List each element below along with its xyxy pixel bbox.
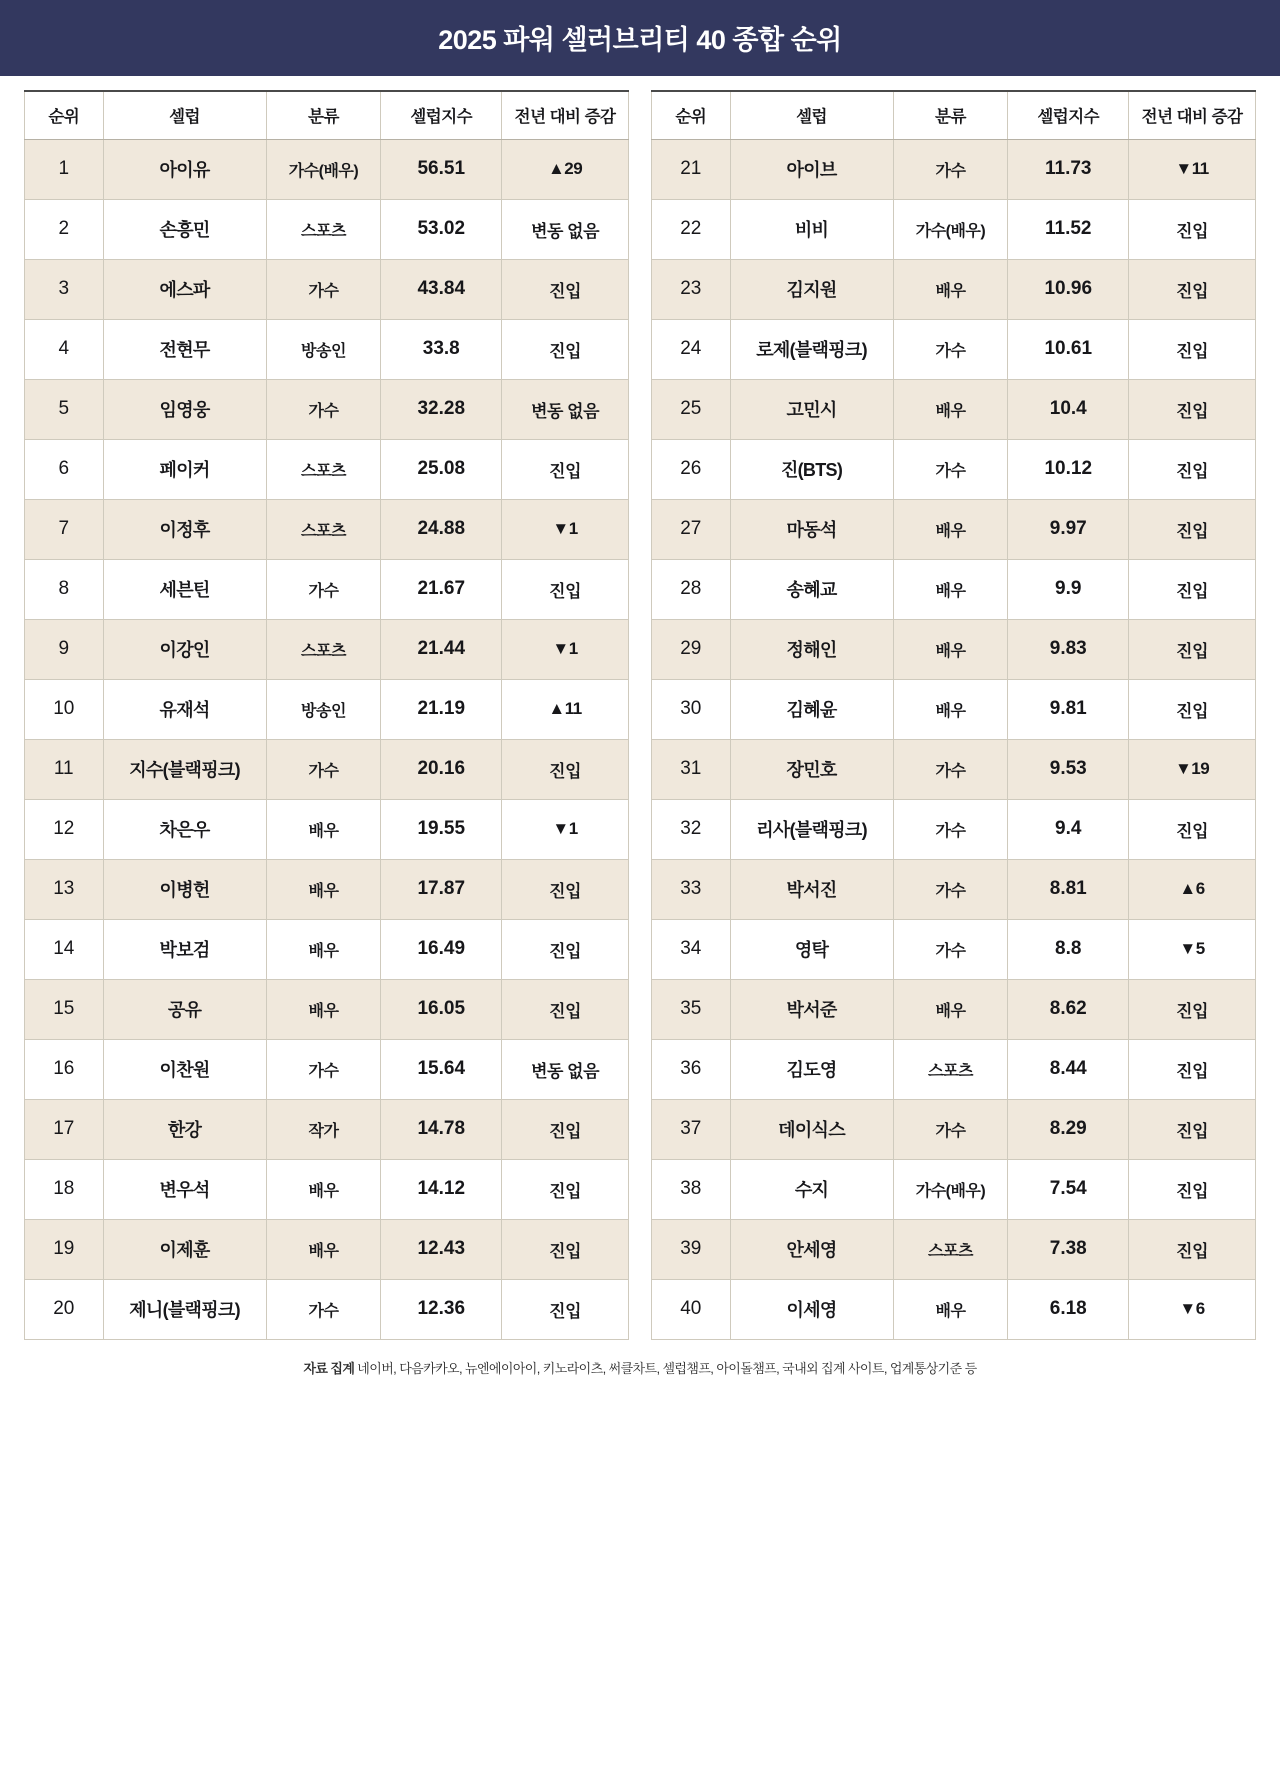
cell-delta: 진입 <box>502 319 629 379</box>
cell-rank: 23 <box>652 259 731 319</box>
cell-rank: 15 <box>25 979 104 1039</box>
cell-name: 김혜윤 <box>730 679 893 739</box>
source-footnote <box>0 1340 1280 1393</box>
cell-rank: 30 <box>652 679 731 739</box>
table-row <box>25 919 629 979</box>
cell-rank: 25 <box>652 379 731 439</box>
cell-rank: 14 <box>25 919 104 979</box>
cell-rank: 6 <box>25 439 104 499</box>
cell-category: 가수 <box>266 1279 381 1339</box>
cell-score: 9.83 <box>1008 619 1129 679</box>
cell-name: 박서준 <box>730 979 893 1039</box>
cell-delta: 진입 <box>502 739 629 799</box>
table-row <box>652 1039 1256 1099</box>
cell-delta: 진입 <box>502 559 629 619</box>
cell-delta: 진입 <box>502 919 629 979</box>
cell-name: 이세영 <box>730 1279 893 1339</box>
table-row <box>25 1159 629 1219</box>
column-header-score: 셀럽지수 <box>1008 91 1129 139</box>
cell-rank: 34 <box>652 919 731 979</box>
cell-score: 10.12 <box>1008 439 1129 499</box>
cell-delta: 진입 <box>1129 319 1256 379</box>
cell-delta: 진입 <box>1129 1219 1256 1279</box>
cell-rank: 19 <box>25 1219 104 1279</box>
column-header-category: 분류 <box>893 91 1008 139</box>
cell-category: 배우 <box>893 499 1008 559</box>
cell-rank: 35 <box>652 979 731 1039</box>
cell-category: 가수 <box>266 739 381 799</box>
cell-rank: 27 <box>652 499 731 559</box>
cell-category: 배우 <box>266 799 381 859</box>
cell-score: 10.61 <box>1008 319 1129 379</box>
cell-delta: 진입 <box>1129 379 1256 439</box>
cell-category: 가수 <box>893 739 1008 799</box>
cell-name: 아이유 <box>103 139 266 199</box>
cell-name: 전현무 <box>103 319 266 379</box>
column-header-delta: 전년 대비 증감 <box>502 91 629 139</box>
cell-name: 아이브 <box>730 139 893 199</box>
cell-name: 이정후 <box>103 499 266 559</box>
cell-delta: 진입 <box>1129 799 1256 859</box>
table-row <box>652 559 1256 619</box>
table-row <box>25 319 629 379</box>
cell-category: 가수(배우) <box>266 139 381 199</box>
table-row <box>25 199 629 259</box>
table-row <box>652 379 1256 439</box>
cell-delta: 진입 <box>502 1219 629 1279</box>
column-header-score: 셀럽지수 <box>381 91 502 139</box>
cell-category: 스포츠 <box>266 439 381 499</box>
cell-category: 가수 <box>893 139 1008 199</box>
cell-delta: 진입 <box>502 259 629 319</box>
table-row <box>25 1219 629 1279</box>
table-row <box>652 199 1256 259</box>
cell-delta: 진입 <box>1129 1039 1256 1099</box>
table-row <box>25 619 629 679</box>
cell-category: 가수 <box>266 559 381 619</box>
cell-score: 21.44 <box>381 619 502 679</box>
cell-delta: 진입 <box>502 1099 629 1159</box>
cell-delta: ▼1 <box>502 619 629 679</box>
cell-name: 김도영 <box>730 1039 893 1099</box>
cell-category: 배우 <box>266 1159 381 1219</box>
cell-category: 스포츠 <box>266 619 381 679</box>
cell-name: 페이커 <box>103 439 266 499</box>
cell-name: 마동석 <box>730 499 893 559</box>
cell-rank: 39 <box>652 1219 731 1279</box>
cell-name: 한강 <box>103 1099 266 1159</box>
cell-name: 공유 <box>103 979 266 1039</box>
cell-name: 에스파 <box>103 259 266 319</box>
cell-category: 가수 <box>893 439 1008 499</box>
table-row <box>652 319 1256 379</box>
table-row <box>652 499 1256 559</box>
ranking-table-left <box>24 90 629 1340</box>
cell-category: 배우 <box>893 679 1008 739</box>
cell-rank: 7 <box>25 499 104 559</box>
cell-rank: 9 <box>25 619 104 679</box>
cell-rank: 29 <box>652 619 731 679</box>
table-row <box>25 799 629 859</box>
table-row <box>652 1279 1256 1339</box>
cell-delta: 진입 <box>1129 199 1256 259</box>
cell-score: 12.43 <box>381 1219 502 1279</box>
cell-delta: ▼6 <box>1129 1279 1256 1339</box>
table-row <box>652 1219 1256 1279</box>
ranking-table-left-holder <box>24 90 629 1340</box>
cell-name: 비비 <box>730 199 893 259</box>
cell-delta: 진입 <box>1129 679 1256 739</box>
cell-score: 8.81 <box>1008 859 1129 919</box>
cell-rank: 40 <box>652 1279 731 1339</box>
cell-score: 8.44 <box>1008 1039 1129 1099</box>
column-header-delta: 전년 대비 증감 <box>1129 91 1256 139</box>
cell-score: 9.97 <box>1008 499 1129 559</box>
cell-name: 임영웅 <box>103 379 266 439</box>
cell-category: 배우 <box>893 559 1008 619</box>
cell-rank: 1 <box>25 139 104 199</box>
cell-category: 배우 <box>893 979 1008 1039</box>
cell-category: 배우 <box>266 919 381 979</box>
cell-rank: 2 <box>25 199 104 259</box>
table-row <box>652 1099 1256 1159</box>
cell-score: 11.52 <box>1008 199 1129 259</box>
cell-score: 9.4 <box>1008 799 1129 859</box>
cell-score: 25.08 <box>381 439 502 499</box>
table-row <box>652 919 1256 979</box>
column-header-rank: 순위 <box>652 91 731 139</box>
cell-name: 변우석 <box>103 1159 266 1219</box>
cell-score: 12.36 <box>381 1279 502 1339</box>
cell-delta: ▼19 <box>1129 739 1256 799</box>
cell-delta: 진입 <box>502 859 629 919</box>
cell-category: 스포츠 <box>266 499 381 559</box>
cell-category: 가수 <box>266 259 381 319</box>
cell-rank: 24 <box>652 319 731 379</box>
table-row <box>25 559 629 619</box>
cell-rank: 37 <box>652 1099 731 1159</box>
cell-score: 7.38 <box>1008 1219 1129 1279</box>
cell-score: 33.8 <box>381 319 502 379</box>
cell-delta: 변동 없음 <box>502 199 629 259</box>
cell-name: 김지원 <box>730 259 893 319</box>
cell-category: 가수 <box>266 1039 381 1099</box>
cell-score: 8.62 <box>1008 979 1129 1039</box>
cell-rank: 36 <box>652 1039 731 1099</box>
cell-category: 스포츠 <box>893 1039 1008 1099</box>
cell-category: 배우 <box>266 1219 381 1279</box>
cell-category: 작가 <box>266 1099 381 1159</box>
cell-category: 배우 <box>266 979 381 1039</box>
cell-rank: 20 <box>25 1279 104 1339</box>
cell-rank: 13 <box>25 859 104 919</box>
cell-name: 장민호 <box>730 739 893 799</box>
table-row <box>652 739 1256 799</box>
cell-rank: 17 <box>25 1099 104 1159</box>
cell-delta: 진입 <box>1129 619 1256 679</box>
cell-delta: 진입 <box>502 1159 629 1219</box>
cell-score: 20.16 <box>381 739 502 799</box>
cell-rank: 12 <box>25 799 104 859</box>
cell-score: 15.64 <box>381 1039 502 1099</box>
cell-category: 가수 <box>893 1099 1008 1159</box>
table-row <box>25 139 629 199</box>
cell-rank: 4 <box>25 319 104 379</box>
cell-score: 10.4 <box>1008 379 1129 439</box>
cell-delta: ▼11 <box>1129 139 1256 199</box>
cell-score: 8.8 <box>1008 919 1129 979</box>
cell-category: 방송인 <box>266 679 381 739</box>
cell-score: 43.84 <box>381 259 502 319</box>
cell-category: 가수 <box>893 919 1008 979</box>
cell-rank: 16 <box>25 1039 104 1099</box>
cell-category: 방송인 <box>266 319 381 379</box>
cell-name: 이병헌 <box>103 859 266 919</box>
cell-delta: 진입 <box>1129 979 1256 1039</box>
cell-delta: ▼5 <box>1129 919 1256 979</box>
cell-name: 영탁 <box>730 919 893 979</box>
cell-delta: 진입 <box>502 979 629 1039</box>
ranking-table-left-body <box>25 139 629 1339</box>
cell-name: 지수(블랙핑크) <box>103 739 266 799</box>
cell-score: 53.02 <box>381 199 502 259</box>
cell-delta: ▲6 <box>1129 859 1256 919</box>
cell-delta: 진입 <box>502 1279 629 1339</box>
cell-score: 19.55 <box>381 799 502 859</box>
cell-delta: ▼1 <box>502 499 629 559</box>
ranking-table-right-body <box>652 139 1256 1339</box>
cell-delta: ▲29 <box>502 139 629 199</box>
cell-score: 17.87 <box>381 859 502 919</box>
cell-rank: 3 <box>25 259 104 319</box>
source-label: 자료 집계 <box>303 1360 355 1376</box>
cell-score: 11.73 <box>1008 139 1129 199</box>
cell-name: 제니(블랙핑크) <box>103 1279 266 1339</box>
cell-rank: 32 <box>652 799 731 859</box>
cell-name: 송혜교 <box>730 559 893 619</box>
cell-score: 21.67 <box>381 559 502 619</box>
cell-delta: ▲11 <box>502 679 629 739</box>
column-header-rank: 순위 <box>25 91 104 139</box>
table-row <box>25 679 629 739</box>
cell-category: 가수 <box>893 319 1008 379</box>
page-title: 2025 파워 셀러브리티 40 종합 순위 <box>0 0 1280 76</box>
cell-name: 차은우 <box>103 799 266 859</box>
cell-name: 유재석 <box>103 679 266 739</box>
cell-delta: 진입 <box>1129 1099 1256 1159</box>
cell-name: 이제훈 <box>103 1219 266 1279</box>
ranking-table-right <box>651 90 1256 1340</box>
cell-rank: 26 <box>652 439 731 499</box>
cell-rank: 11 <box>25 739 104 799</box>
table-row <box>25 859 629 919</box>
table-row <box>25 379 629 439</box>
table-row <box>652 799 1256 859</box>
cell-name: 세븐틴 <box>103 559 266 619</box>
cell-name: 이강인 <box>103 619 266 679</box>
cell-name: 정해인 <box>730 619 893 679</box>
table-row <box>652 679 1256 739</box>
cell-name: 로제(블랙핑크) <box>730 319 893 379</box>
cell-delta: 진입 <box>1129 499 1256 559</box>
cell-score: 10.96 <box>1008 259 1129 319</box>
table-row <box>25 439 629 499</box>
cell-name: 리사(블랙핑크) <box>730 799 893 859</box>
cell-rank: 28 <box>652 559 731 619</box>
cell-score: 16.05 <box>381 979 502 1039</box>
cell-name: 진(BTS) <box>730 439 893 499</box>
table-row <box>652 979 1256 1039</box>
cell-category: 스포츠 <box>893 1219 1008 1279</box>
cell-category: 배우 <box>893 1279 1008 1339</box>
cell-name: 데이식스 <box>730 1099 893 1159</box>
source-text: 네이버, 다음카카오, 뉴엔에이아이, 키노라이츠, 써클차트, 셀럽챔프, 아이돌챔프, 국내외 집계 사이트, 업계통상기준 등 <box>354 1360 977 1376</box>
cell-delta: ▼1 <box>502 799 629 859</box>
cell-delta: 진입 <box>1129 439 1256 499</box>
table-row <box>652 439 1256 499</box>
cell-score: 9.53 <box>1008 739 1129 799</box>
table-row <box>25 739 629 799</box>
table-row <box>652 619 1256 679</box>
cell-delta: 변동 없음 <box>502 1039 629 1099</box>
cell-delta: 변동 없음 <box>502 379 629 439</box>
table-row <box>25 979 629 1039</box>
cell-delta: 진입 <box>1129 259 1256 319</box>
cell-score: 16.49 <box>381 919 502 979</box>
cell-name: 고민시 <box>730 379 893 439</box>
column-header-name: 셀럽 <box>730 91 893 139</box>
table-header-row <box>25 91 629 139</box>
cell-rank: 31 <box>652 739 731 799</box>
table-row <box>25 499 629 559</box>
cell-category: 배우 <box>893 379 1008 439</box>
cell-name: 이찬원 <box>103 1039 266 1099</box>
cell-category: 가수(배우) <box>893 1159 1008 1219</box>
cell-category: 가수(배우) <box>893 199 1008 259</box>
cell-rank: 33 <box>652 859 731 919</box>
table-row <box>652 139 1256 199</box>
cell-score: 8.29 <box>1008 1099 1129 1159</box>
cell-name: 손흥민 <box>103 199 266 259</box>
cell-score: 14.78 <box>381 1099 502 1159</box>
ranking-tables <box>0 76 1280 1340</box>
cell-name: 수지 <box>730 1159 893 1219</box>
cell-score: 14.12 <box>381 1159 502 1219</box>
cell-category: 가수 <box>893 799 1008 859</box>
table-header-row <box>652 91 1256 139</box>
cell-rank: 8 <box>25 559 104 619</box>
cell-category: 배우 <box>893 259 1008 319</box>
cell-delta: 진입 <box>1129 559 1256 619</box>
table-row <box>652 859 1256 919</box>
cell-score: 9.81 <box>1008 679 1129 739</box>
cell-rank: 5 <box>25 379 104 439</box>
cell-category: 가수 <box>893 859 1008 919</box>
cell-category: 스포츠 <box>266 199 381 259</box>
table-row <box>652 259 1256 319</box>
cell-rank: 18 <box>25 1159 104 1219</box>
cell-category: 배우 <box>893 619 1008 679</box>
cell-name: 박서진 <box>730 859 893 919</box>
cell-category: 가수 <box>266 379 381 439</box>
cell-delta: 진입 <box>502 439 629 499</box>
cell-score: 56.51 <box>381 139 502 199</box>
cell-name: 안세영 <box>730 1219 893 1279</box>
cell-category: 배우 <box>266 859 381 919</box>
table-row <box>25 1099 629 1159</box>
cell-score: 32.28 <box>381 379 502 439</box>
column-header-name: 셀럽 <box>103 91 266 139</box>
table-row <box>652 1159 1256 1219</box>
cell-score: 9.9 <box>1008 559 1129 619</box>
cell-rank: 21 <box>652 139 731 199</box>
table-row <box>25 259 629 319</box>
cell-score: 24.88 <box>381 499 502 559</box>
cell-delta: 진입 <box>1129 1159 1256 1219</box>
column-header-category: 분류 <box>266 91 381 139</box>
cell-rank: 38 <box>652 1159 731 1219</box>
cell-rank: 10 <box>25 679 104 739</box>
cell-name: 박보검 <box>103 919 266 979</box>
cell-score: 6.18 <box>1008 1279 1129 1339</box>
cell-score: 21.19 <box>381 679 502 739</box>
table-row <box>25 1279 629 1339</box>
ranking-table-right-holder <box>651 90 1256 1340</box>
table-row <box>25 1039 629 1099</box>
cell-score: 7.54 <box>1008 1159 1129 1219</box>
cell-rank: 22 <box>652 199 731 259</box>
